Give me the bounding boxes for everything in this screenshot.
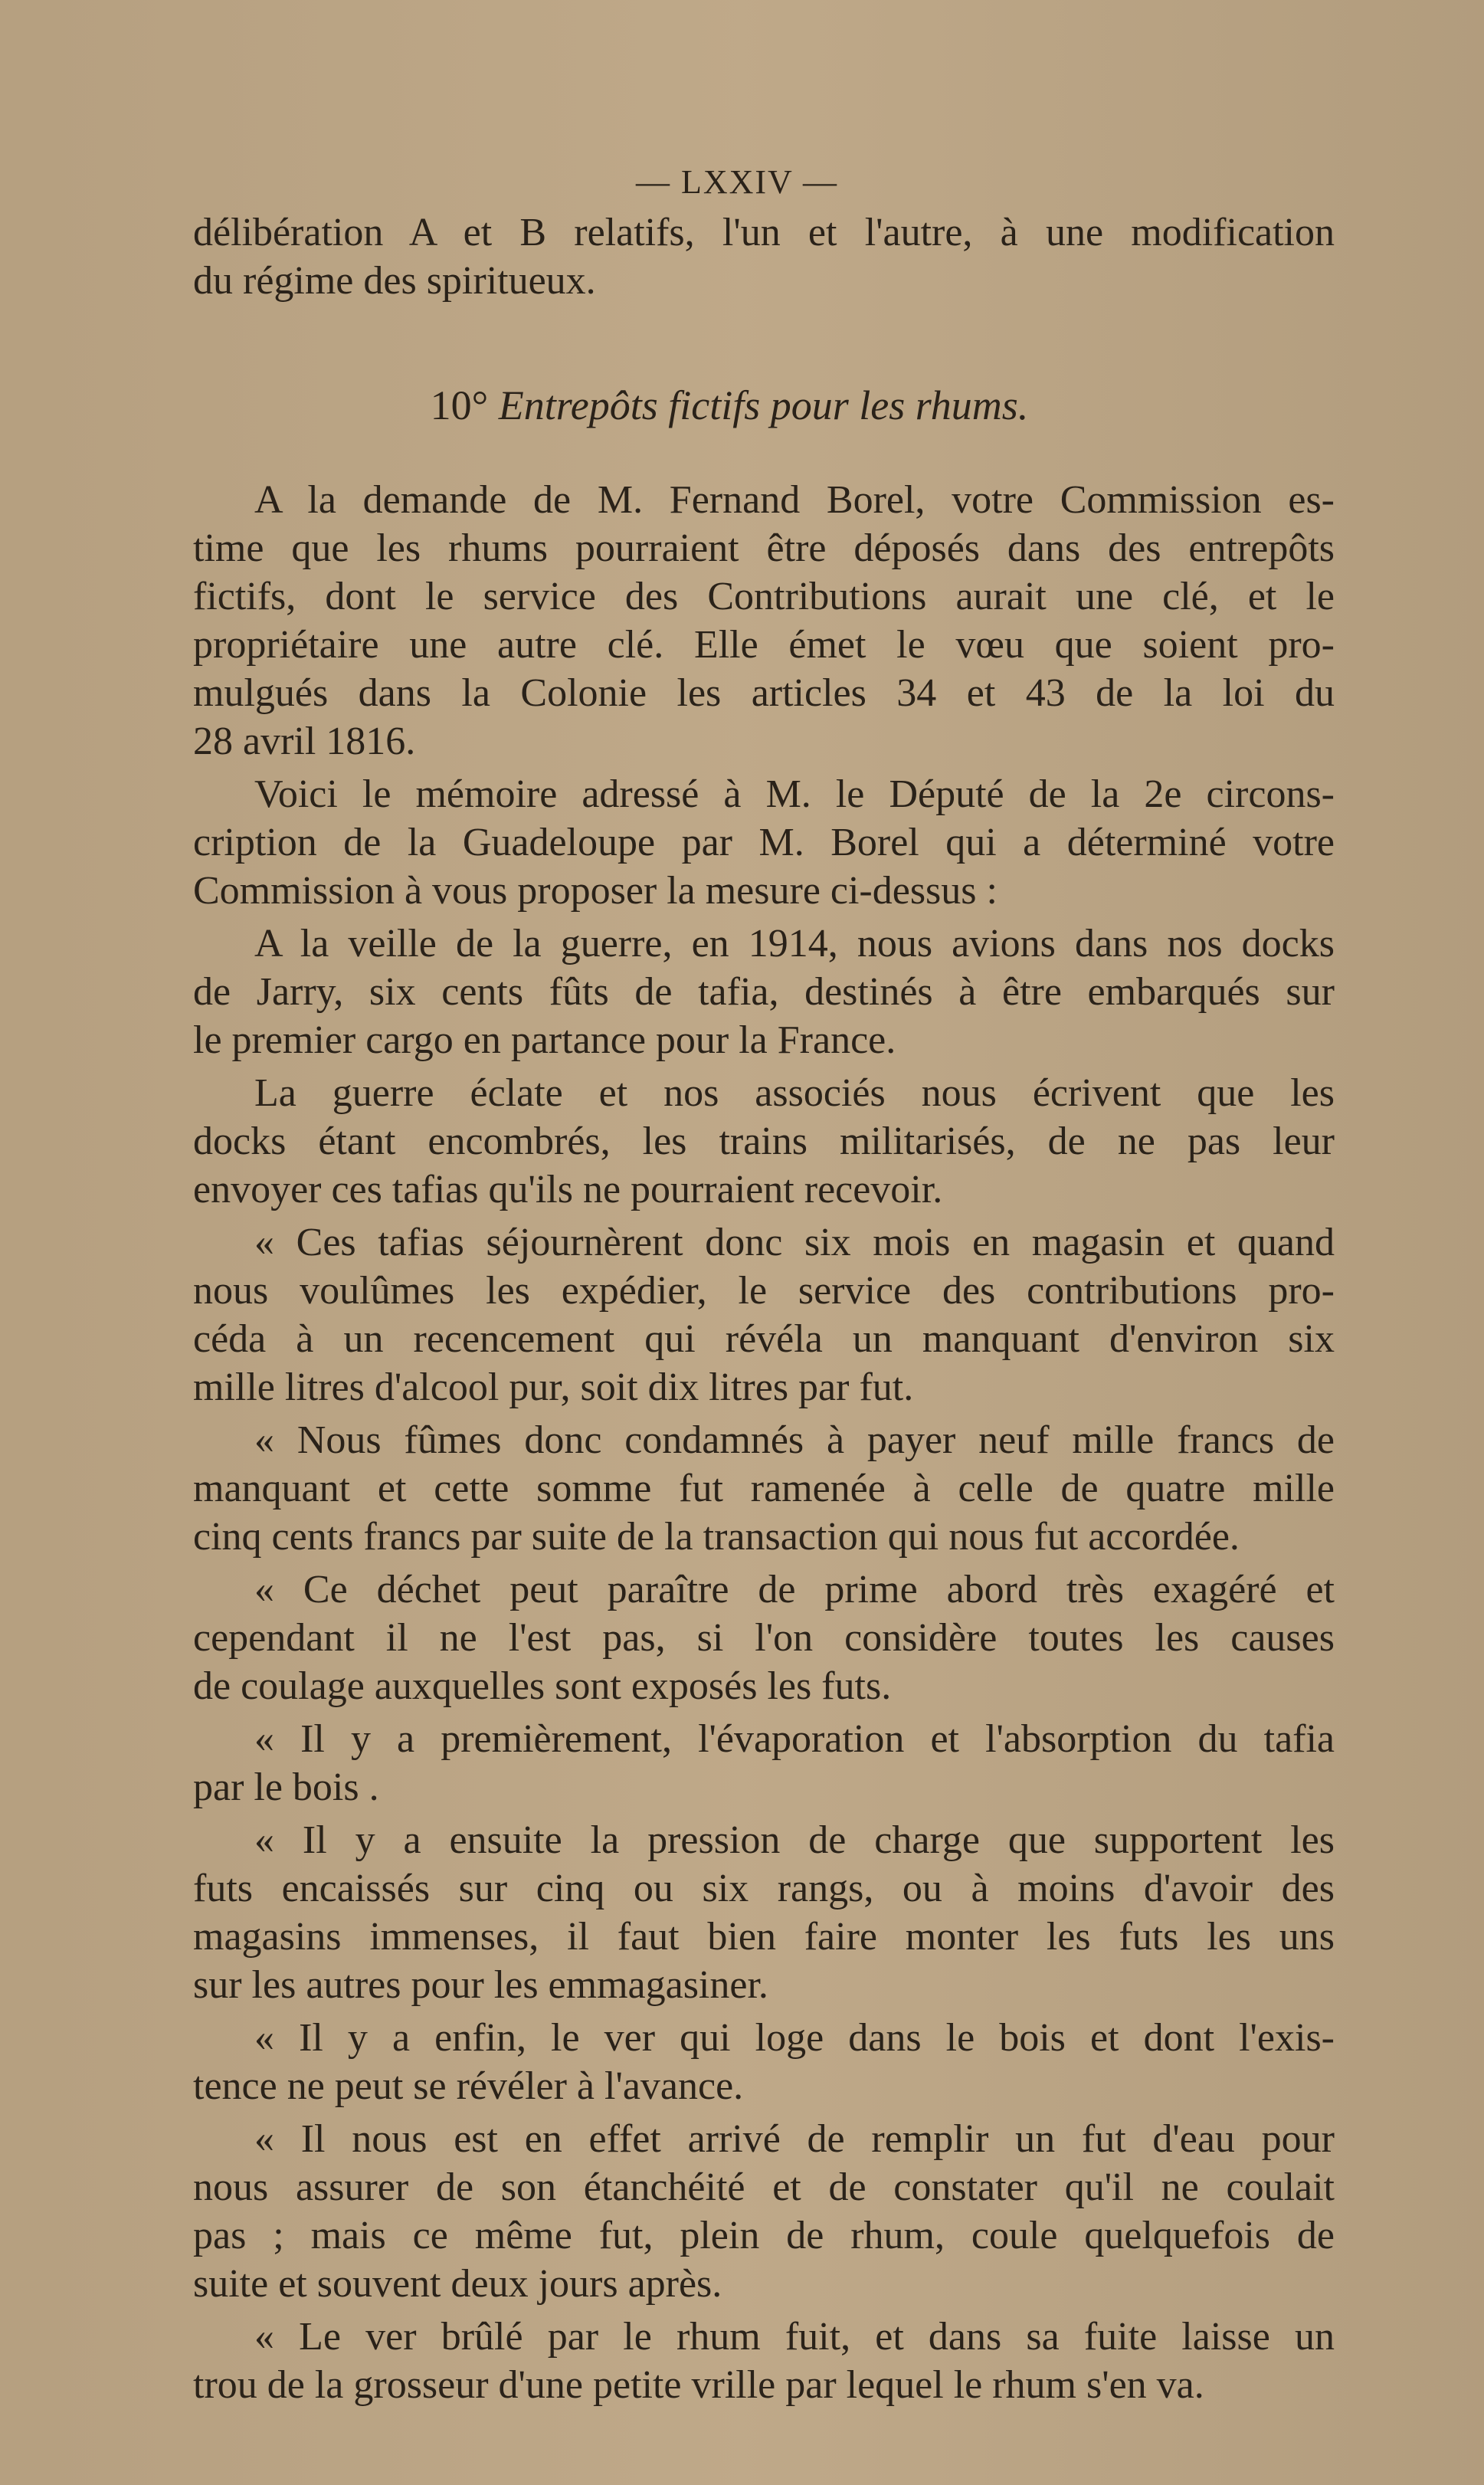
text-line: « Nous fûmes donc condamnés à payer neuf mille francs de — [254, 1418, 1335, 1462]
text-line: céda à un recencement qui révéla un manquant d'environ six — [193, 1317, 1335, 1361]
text-line: « Il y a ensuite la pression de charge que supportent les — [254, 1818, 1335, 1862]
text-line: nous assurer de son étanchéité et de constater qu'il ne coulait — [193, 2165, 1335, 2209]
text-line: cependant il ne l'est pas, si l'on considère toutes les causes — [193, 1616, 1335, 1660]
paragraph — [193, 1416, 1335, 1561]
text-line: mulgués dans la Colonie les articles 34 et 43 de la loi du — [193, 671, 1335, 715]
page-body — [193, 208, 1335, 2414]
text-line: « Ce déchet peut paraître de prime abord très exagéré et — [254, 1568, 1335, 1611]
text-line: docks étant encombrés, les trains militarisés, de ne pas leur — [193, 1120, 1335, 1163]
paragraph — [193, 2014, 1335, 2110]
section-number: 10° — [430, 382, 489, 428]
paragraph — [193, 476, 1335, 765]
text-line: par le bois . — [193, 1765, 379, 1809]
paragraph — [193, 1218, 1335, 1411]
text-line: cinq cents francs par suite de la transaction qui nous fut accordée. — [193, 1515, 1240, 1559]
text-line: envoyer ces tafias qu'ils ne pourraient recevoir. — [193, 1168, 943, 1211]
text-line: trou de la grosseur d'une petite vrille par lequel le rhum s'en va. — [193, 2363, 1204, 2407]
text-line: 28 avril 1816. — [193, 720, 416, 763]
text-line: mille litres d'alcool pur, soit dix litres par fut. — [193, 1365, 914, 1409]
paragraph — [193, 920, 1335, 1064]
intro-paragraph — [193, 208, 1335, 305]
paragraph — [193, 770, 1335, 915]
text-line: tence ne peut se révéler à l'avance. — [193, 2064, 744, 2108]
paragraph — [193, 1715, 1335, 1811]
text-line: « Ces tafias séjournèrent donc six mois en magasin et quand — [254, 1221, 1335, 1264]
section-title-text: Entrepôts fictifs pour les rhums. — [498, 382, 1029, 428]
text-line: sur les autres pour les emmagasiner. — [193, 1963, 768, 2007]
text-line: magasins immenses, il faut bien faire monter les futs les uns — [193, 1915, 1335, 1959]
text-line: « Il y a enfin, le ver qui loge dans le bois et dont l'exis- — [254, 2016, 1335, 2060]
text-line: fictifs, dont le service des Contributions aurait une clé, et le — [193, 575, 1335, 618]
text-line: « Le ver brûlé par le rhum fuit, et dans sa fuite laisse un — [254, 2315, 1335, 2359]
text-line: « Il nous est en effet arrivé de remplir un fut d'eau pour — [254, 2117, 1335, 2161]
page-number: — LXXIV — — [635, 163, 839, 201]
text-line: le premier cargo en partance pour la France. — [193, 1018, 896, 1062]
text-line: futs encaissés sur cinq ou six rangs, ou à moins d'avoir des — [193, 1867, 1335, 1910]
text-line: La guerre éclate et nos associés nous écrivent que les — [254, 1071, 1335, 1115]
text-line: Voici le mémoire adressé à M. le Député de la 2e circons- — [254, 772, 1335, 816]
paragraph — [193, 1069, 1335, 1214]
section-title — [193, 382, 1266, 430]
paragraph — [193, 1565, 1335, 1710]
text-line: A la demande de M. Fernand Borel, votre Commission es- — [254, 478, 1335, 522]
text-line: cription de la Guadeloupe par M. Borel qui a déterminé votre — [193, 821, 1335, 864]
text-line: « Il y a premièrement, l'évaporation et l'absorption du tafia — [254, 1717, 1335, 1761]
text-line: de Jarry, six cents fûts de tafia, destinés à être embarqués sur — [193, 970, 1335, 1014]
text-line: propriétaire une autre clé. Elle émet le vœu que soient pro- — [193, 623, 1335, 667]
text-line: suite et souvent deux jours après. — [193, 2262, 722, 2306]
text-line: nous voulûmes les expédier, le service des contributions pro- — [193, 1269, 1335, 1313]
text-line: de coulage auxquelles sont exposés les futs. — [193, 1664, 892, 1708]
text-line: Commission à vous proposer la mesure ci-dessus : — [193, 869, 998, 913]
text-line: pas ; mais ce même fut, plein de rhum, coule quelquefois de — [193, 2214, 1335, 2257]
paragraph — [193, 2115, 1335, 2308]
text-line: délibération A et B relatifs, l'un et l'autre, à une modification — [193, 211, 1335, 254]
paragraph — [193, 1816, 1335, 2009]
text-line: du régime des spiritueux. — [193, 259, 596, 303]
paragraph — [193, 2313, 1335, 2409]
text-line: time que les rhums pourraient être déposés dans des entrepôts — [193, 526, 1335, 570]
text-line: A la veille de la guerre, en 1914, nous avions dans nos docks — [254, 922, 1335, 965]
text-line: manquant et cette somme fut ramenée à celle de quatre mille — [193, 1467, 1335, 1510]
